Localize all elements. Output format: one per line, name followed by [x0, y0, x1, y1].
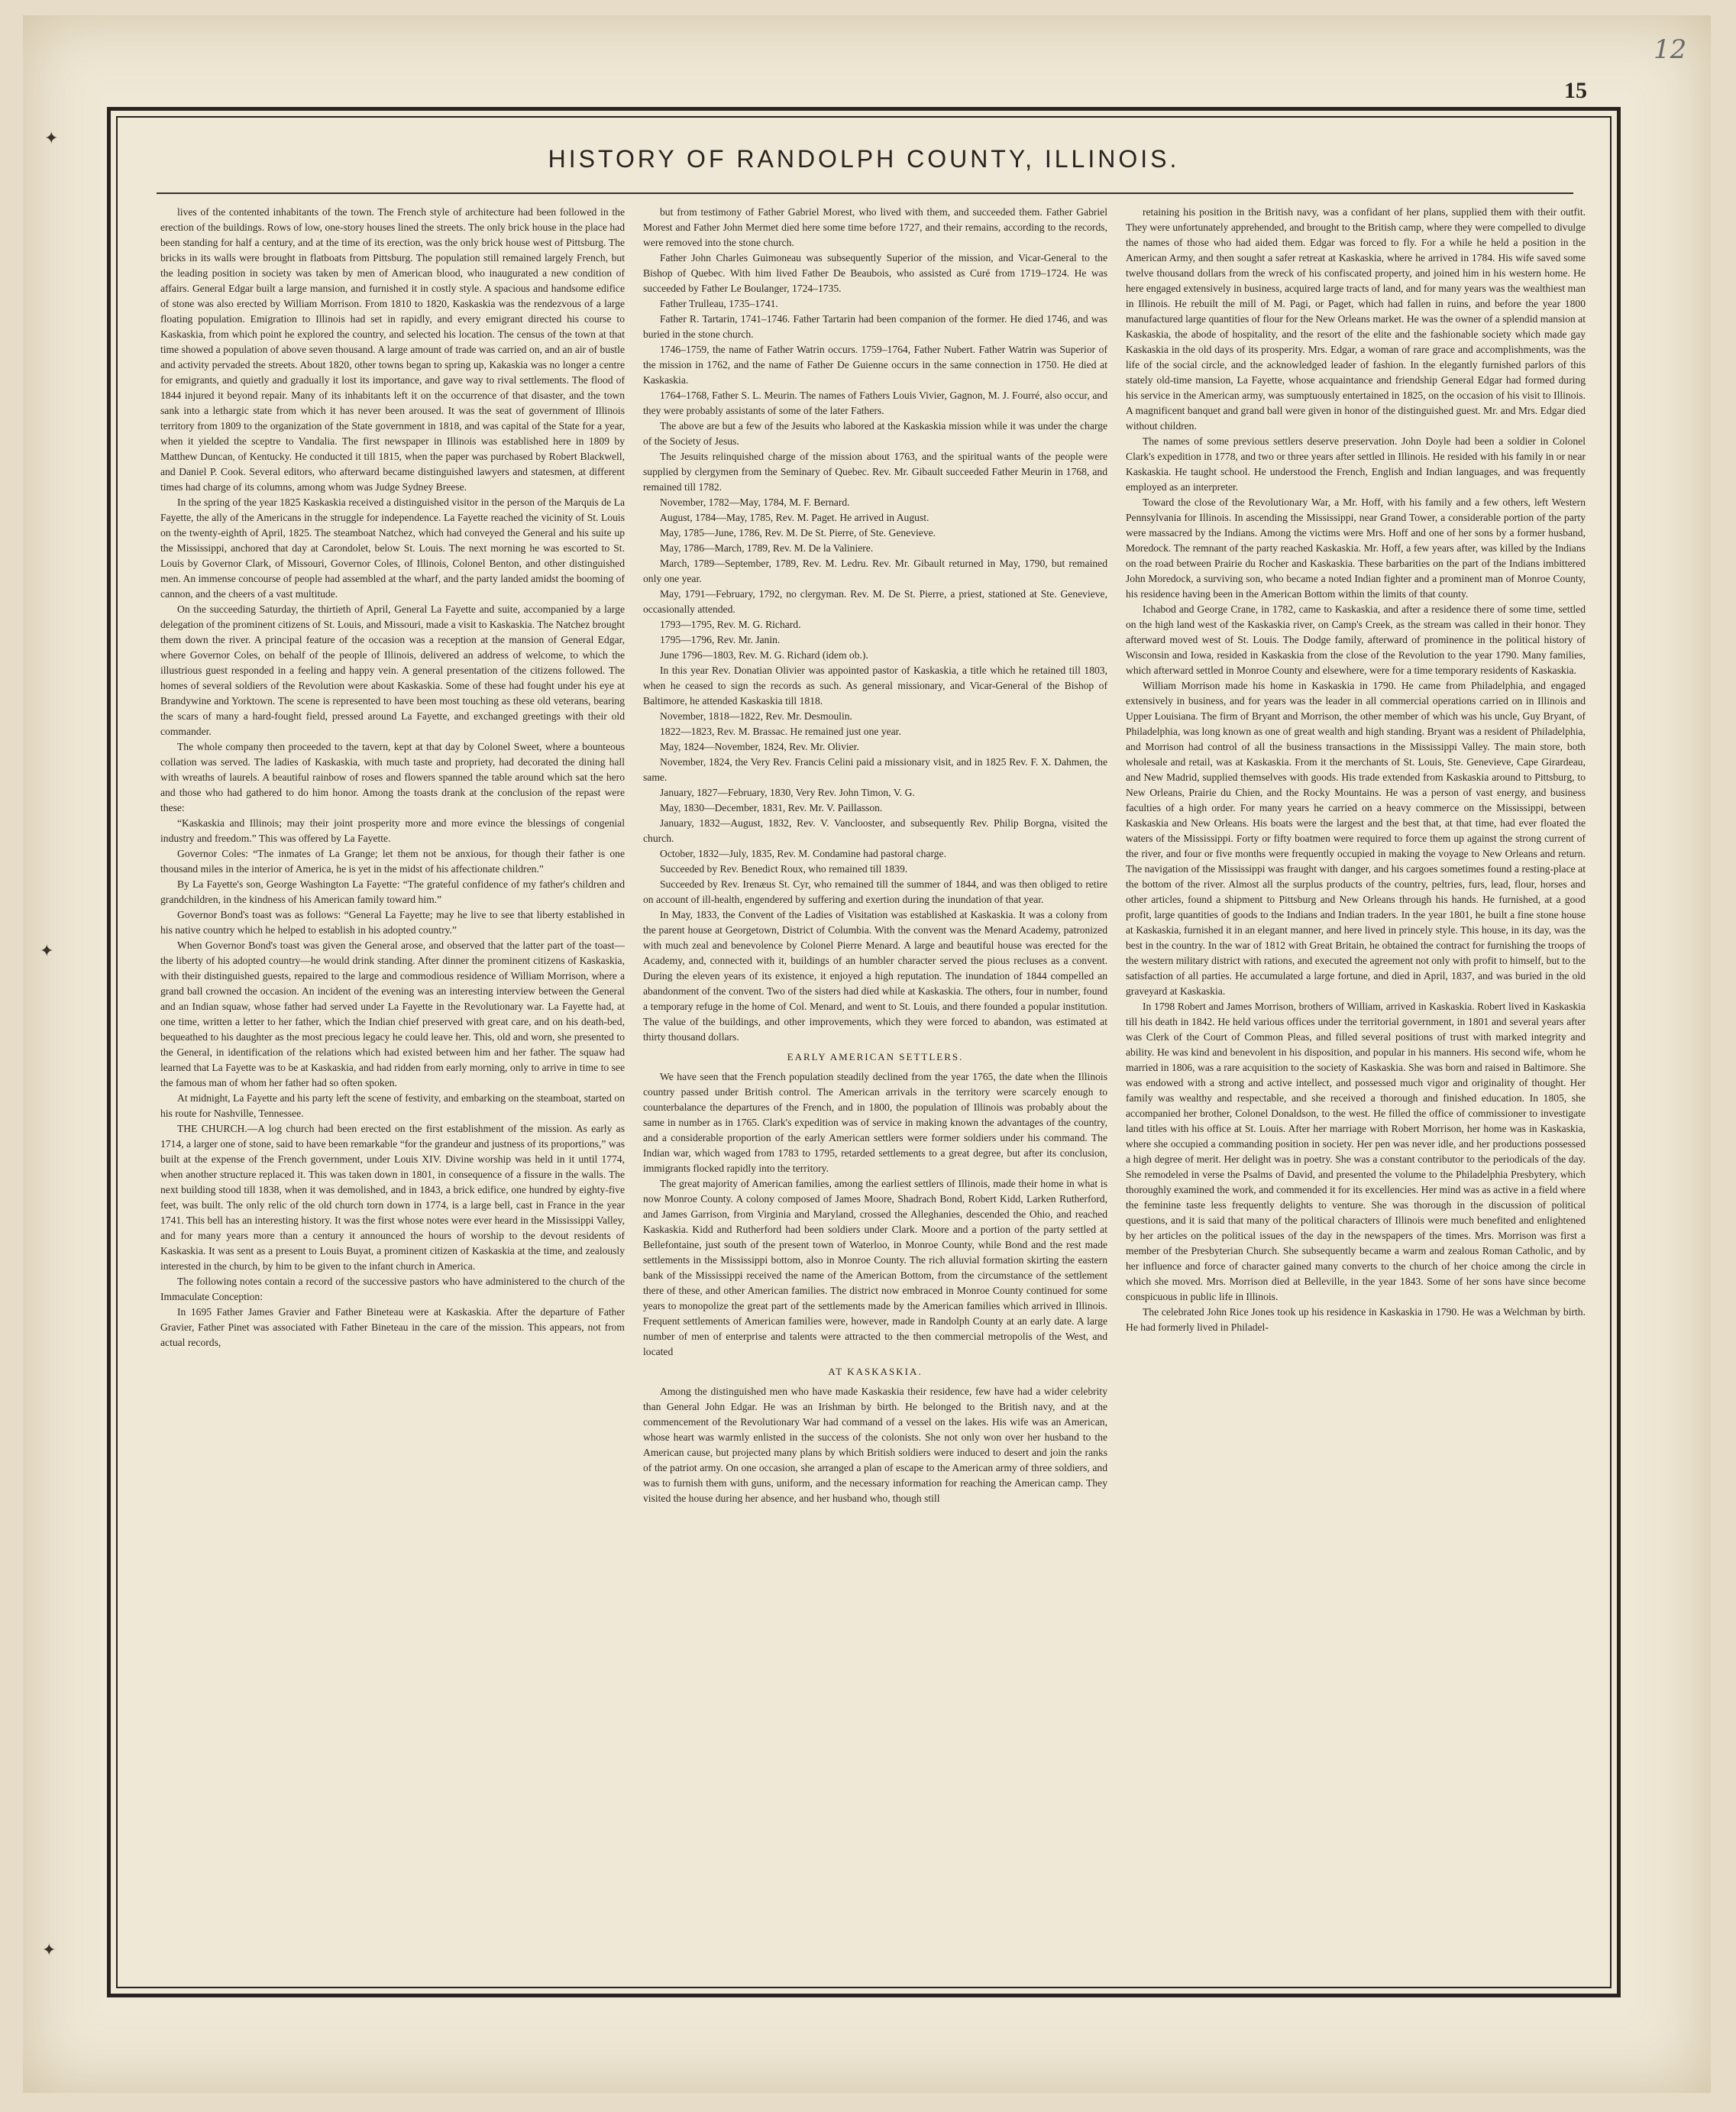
paragraph: Governor Coles: “The inmates of La Grange; let them not be anxious, for though their father is one thousand miles in the interior of America, he is yet in the midst of his affectionate children.” — [160, 848, 625, 875]
paragraph: June 1796—1803, Rev. M. G. Richard (idem ob.). — [660, 649, 868, 661]
paragraph: October, 1832—July, 1835, Rev. M. Condamine had pastoral charge. — [660, 848, 946, 859]
section-heading: EARLY AMERICAN SETTLERS. — [787, 1051, 964, 1062]
paragraph: but from testimony of Father Gabriel Morest, who lived with them, and succeeded them. Father Gabriel Morest and Father John Mermet died here some time before 1727, and their remains, according to the records, were removed into the stone church. — [643, 206, 1107, 248]
title-divider — [157, 192, 1573, 194]
paragraph: January, 1827—February, 1830, Very Rev. John Timon, V. G. — [660, 787, 915, 798]
paragraph: January, 1832—August, 1832, Rev. V. Vanclooster, and subsequently Rev. Philip Borgna, visited the church. — [643, 817, 1107, 844]
paragraph: In 1798 Robert and James Morrison, brothers of William, arrived in Kaskaskia. Robert lived in Kaskaskia till his death in 1842. He held various offices under the territorial government, in 1801 and several years after was Clerk of the Court of Common Pleas, and filled several positions of trust with marked integrity and ability. He was kind and benevolent in his disposition, and popular in his manners. His second wife, whom he married in 1806, was a rare acquisition to the society of Kaskaskia. She was born and raised in Baltimore. She was endowed with a strong and active intellect, and possessed much vigor and originality of thought. Her family was wealthy and respectable, and she received a thorough and finished education. In 1805, she accompanied her brother, Colonel Donaldson, to the west. He filled the office of commissioner to investigate land titles with his office at St. Louis. After her marriage with Robert Morrison, her home was in Kaskaskia, where she occupied a commanding position in society. Her pen was never idle, and her productions possessed a high degree of merit. Her delight was in poetry. She was a constant contributor to the periodicals of the day. She remodeled in verse the Psalms of David, and presented the volume to the Philadelphia Presbytery, which thoroughly examined the work, and commended it for its excellencies. Her mind was as active in a field where the feminine taste less frequently delights to venture. She was thorough in the discussion of political questions, and it is said that many of the political characters of Illinois were much benefited and enlightened by her articles on the political issues of the day in the newspapers of the times. Mrs. Morrison was first a member of the Presbyterian Church. She subsequently became a warm and zealous Roman Catholic, and by her influence and force of character gained many converts to the church of her choice among the circle in which she moved. Mrs. Morrison died at Belleville, in the year 1843. Some of her sons have since become conspicuous in public life in Illinois. — [1126, 1001, 1586, 1302]
paragraph: Governor Bond's toast was as follows: “General La Fayette; may he live to see that liberty established in his native country which he helped to establish in his adopted country.” — [160, 909, 625, 936]
paragraph: In this year Rev. Donatian Olivier was appointed pastor of Kaskaskia, a title which he retained till 1803, when he ceased to sign the records as such. As general missionary, and Vicar-General of the Bishop of Baltimore, he attended Kaskaskia till 1818. — [643, 665, 1107, 707]
paragraph: “Kaskaskia and Illinois; may their joint prosperity more and more evince the blessings of congenial industry and freedom.” This was offered by La Fayette. — [160, 817, 625, 844]
paragraph: The names of some previous settlers deserve preservation. John Doyle had been a soldier in Colonel Clark's expedition in 1778, and two or three years after settled in Illinois. He resided with his family in or near Kaskaskia. He taught school. He understood the French, English and Indian languages, and was frequently employed as an interpreter. — [1126, 435, 1586, 493]
paragraph: The Jesuits relinquished charge of the mission about 1763, and the spiritual wants of the people were supplied by clergymen from the Seminary of Quebec. Rev. Mr. Gibault succeeded Father Meurin in 1768, and remained till 1782. — [643, 451, 1107, 493]
paragraph: Father Trulleau, 1735–1741. — [660, 298, 778, 309]
paragraph: November, 1782—May, 1784, M. F. Bernard. — [660, 496, 850, 508]
paragraph: May, 1786—March, 1789, Rev. M. De la Valiniere. — [660, 542, 874, 554]
paragraph: retaining his position in the British navy, was a confidant of her plans, supplied them with their outfit. They were unfortunately apprehended, and brought to the British camp, where they were compelled to divulge the names of those who had aided them. Edgar was forced to fly. For a while he held a position in the American Army, and then sought a safer retreat at Kaskaskia, where he arrived in 1784. His wife saved some twelve thousand dollars from the wreck of his confiscated property, and joined him in his western home. He here engaged extensively in business, acquired large tracts of land, and for many years was the wealthiest man in Illinois. He rebuilt the mill of M. Pagi, or Paget, which had fallen in ruins, and before the year 1800 manufactured large quantities of flour for the New Orleans market. He was the owner of a splendid mansion at Kaskaskia, the abode of hospitality, and the resort of the elite and the fashionable society which made gay Kaskaskia in the old days of its prosperity. Mrs. Edgar, a woman of rare grace and accomplishments, was the life of the social circle, and the acknowledged leader of fashion. In the elegantly furnished parlors of this stately old-time mansion, La Fayette, whose acquaintance and friendship General Edgar had formed during his service in the American army, was sumptuously entertained in 1825, on the occasion of his visit to Illinois. A magnificent banquet and grand ball were given in honor of the distinguished guest. Mr. and Mrs. Edgar died without children. — [1126, 206, 1586, 432]
paragraph: By La Fayette's son, George Washington La Fayette: “The grateful confidence of my father's children and grandchildren, in the kindness of his American family toward him.” — [160, 878, 625, 905]
paragraph: In 1695 Father James Gravier and Father Bineteau were at Kaskaskia. After the departure of Father Gravier, Father Pinet was associated with Father Bineteau in the care of the mission. This appears, not from actual records, — [160, 1306, 625, 1348]
paragraph: March, 1789—September, 1789, Rev. M. Ledru. Rev. Mr. Gibault returned in May, 1790, but remained only one year. — [643, 558, 1107, 584]
paragraph: The following notes contain a record of the successive pastors who have administered to the church of the Immaculate Conception: — [160, 1276, 625, 1302]
binding-hole-mark: ✦ — [44, 128, 59, 147]
paragraph: Ichabod and George Crane, in 1782, came to Kaskaskia, and after a residence there of some time, settled on the high land west of the Kaskaskia river, on Camp's Creek, as the stream was called in their honor. They afterward moved west of St. Louis. The Dodge family, afterward of prominence in the political history of Wisconsin and Iowa, resided in Kaskaskia from the close of the Revolution to the year 1790. Many families, which afterward settled in Monroe County and elsewhere, were for a time temporary residents of Kaskaskia. — [1126, 603, 1586, 676]
paragraph: 1795—1796, Rev. Mr. Janin. — [660, 634, 781, 645]
paragraph: In the spring of the year 1825 Kaskaskia received a distinguished visitor in the person of the Marquis de La Fayette, the ally of the Americans in the struggle for independence. La Fayette reached the vicinity of St. Louis on the twenty-eighth of April, 1825. The steamboat Natchez, which had conveyed the General and his suite up the Mississippi, anchored that day at Carondolet, below St. Louis. The next morning he was escorted to St. Louis by Governor Clark, of Missouri, Governor Coles, of Illinois, Colonel Benton, and other distinguished men. An immense concourse of people had assembled at the wharf, and the party landed amidst the booming of cannon, and the cheers of a vast multitude. — [160, 496, 625, 600]
paragraph: THE CHURCH.—A log church had been erected on the first establishment of the mission. As early as 1714, a larger one of stone, said to have been remarkable “for the grandeur and justness of its proportions,” was built at the expense of the French government, under Louis XIV. Divine worship was held in it until 1774, when another structure replaced it. This was taken down in 1801, in consequence of a fissure in the walls. The next building stood till 1838, when it was demolished, and in 1843, a brick edifice, one hundred by eighty-five feet, was built. The only relic of the old church torn down in 1774, is a large bell, cast in France in the year 1741. This bell has an interesting history. It was the first whose notes were ever heard in the Mississippi Valley, and for many years more than a century it announced the hours of worship to the devout residents of Kaskaskia. It was sent as a present to Louis Buyat, a prominent citizen of Kaskaskia at the time, and zealously interested in the church, by him to be given to the infant church in America. — [160, 1123, 625, 1272]
paragraph: Among the distinguished men who have made Kaskaskia their residence, few have had a wider celebrity than General John Edgar. He was an Irishman by birth. He belonged to the British navy, and at the commencement of the Revolutionary War had command of a vessel on the lakes. His wife was an American, whose heart was warmly enlisted in the success of the colonists. She not only won over her husband to the American cause, but projected many plans by which British soldiers were induced to desert and join the ranks of the patriot army. On one occasion, she arranged a plan of escape to the American army of three soldiers, and was to furnish them with guns, uniform, and the necessary information for reaching the American camp. They visited the house during her absence, and her husband who, though still — [643, 1386, 1107, 1504]
paragraph: We have seen that the French population steadily declined from the year 1765, the date when the Illinois country passed under British control. The American arrivals in the territory were scarcely enough to counterbalance the departures of the French, and in 1800, the population of Illinois was probably about the same in number as in 1765. Clark's expedition was of service in making known the advantages of the country, and a considerable proportion of the early American settlers were former soldiers under his command. The Indian war, which waged from 1783 to 1795, retarded settlements to a great degree, but after its conclusion, immigrants flocked rapidly into the territory. — [643, 1071, 1107, 1174]
section-heading: AT KASKASKIA. — [828, 1366, 923, 1377]
paragraph: Father John Charles Guimoneau was subsequently Superior of the mission, and Vicar-General to the Bishop of Quebec. With him lived Father De Beaubois, who assisted as Curé from 1719–1724. He was succeeded by Father Le Boulanger, 1724–1735. — [643, 252, 1107, 294]
paragraph: Toward the close of the Revolutionary War, a Mr. Hoff, with his family and a few others, left Western Pennsylvania for Illinois. In ascending the Mississippi, near Grand Tower, a considerable portion of the party were massacred by the Indians. Among the victims were Mrs. Hoff and one of her sons by a former husband, Moredock. The remnant of the party reached Kaskaskia. Mr. Hoff, a few years after, was killed by the Indians on the road between Prairie du Rocher and Kaskaskia. These barbarities on the part of the Indians imbittered John Moredock, a surviving son, who became a noted Indian fighter and a prominent man of Monroe County, his residence having been in the American Bottom within the limits of that county. — [1126, 496, 1586, 600]
text-column-left — [160, 205, 625, 1975]
binding-hole-mark: ✦ — [42, 1940, 57, 1959]
paragraph: The whole company then proceeded to the tavern, kept at that day by Colonel Sweet, where a bounteous collation was served. The ladies of Kaskaskia, with much taste and propriety, had decorated the dining hall with wreaths of laurels. A beautiful rainbow of roses and flowers spanned the table around which sat the hero and those who had gathered to do him honor. Among the toasts drank at the conclusion of the repast were these: — [160, 741, 625, 813]
page-number: 15 — [1564, 78, 1587, 103]
paragraph: 1793—1795, Rev. M. G. Richard. — [660, 619, 801, 630]
paragraph: May, 1791—February, 1792, no clergyman. Rev. M. De St. Pierre, a priest, stationed at Ste. Genevieve, occasionally attended. — [643, 588, 1107, 615]
paragraph: November, 1818—1822, Rev. Mr. Desmoulin. — [660, 710, 852, 722]
paragraph: William Morrison made his home in Kaskaskia in 1790. He came from Philadelphia, and engaged extensively in business, and for years was the leader in all commercial operations carried on in Illinois and Upper Louisiana. The firm of Bryant and Morrison, the other member of which was his uncle, Guy Bryant, of Philadelphia, was long known as one of great wealth and high standing. Bryant was a resident of Philadelphia, and Morrison had control of all the business transactions in the Mississippi Valley. The main store, both wholesale and retail, was at Kaskaskia. From it the merchants of St. Louis, Ste. Genevieve, Cape Girardeau, and New Madrid, supplied themselves with goods. His trade extended from Kaskaskia around to Pittsburg, to New Orleans, Prairie du Chien, and the Rocky Mountains. He was a person of vast energy, and business faculties of a high order. For many years he carried on a heavy commerce on the Mississippi, between Kaskaskia and New Orleans. His boats were the largest and the best that, at that time, had ever floated the waters of the Mississippi. Forty or fifty boatmen were required to force them up against the strong current of the river, and four or five months were frequently occupied in making the voyage to New Orleans and return. The navigation of the Mississippi was fraught with danger, and his cargoes sometimes found a resting-place at the bottom of the river. Almost all the surplus products of the country, peltries, furs, lead, flour, horses and other articles, found a shipment to Pittsburg and New Orleans through his hands. He furnished, at a good profit, large quantities of goods to the Indians and Indian traders. In the year 1801, he built a fine stone house at Kaskaskia, furnished it in an elegant manner, and here lived in princely style. This house, in its day, was the best in the country. In the war of 1812 with Great Britain, he obtained the contract for furnishing the troops of the western military district with rations, and executed the agreement not only with profit to himself, but to the satisfaction of all parties. He accumulated a large fortune, and died in April, 1837, and was buried in the old graveyard at Kaskaskia. — [1126, 680, 1586, 997]
paragraph: 1764–1768, Father S. L. Meurin. The names of Fathers Louis Vivier, Gagnon, M. J. Fourré, also occur, and they were probably assistants of some of the later Fathers. — [643, 390, 1107, 416]
paragraph: August, 1784—May, 1785, Rev. M. Paget. He arrived in August. — [660, 512, 929, 523]
paragraph: Succeeded by Rev. Irenæus St. Cyr, who remained till the summer of 1844, and was then obliged to retire on account of ill-health, engendered by suffering and exertion during the inundation of that year. — [643, 878, 1107, 905]
paragraph: 1746–1759, the name of Father Watrin occurs. 1759–1764, Father Nubert. Father Watrin was Superior of the mission in 1762, and the name of Father De Guienne occurs in the same connection in 1750. He died at Kaskaskia. — [643, 344, 1107, 386]
paragraph: Father R. Tartarin, 1741–1746. Father Tartarin had been companion of the former. He died 1746, and was buried in the stone church. — [643, 313, 1107, 340]
paragraph: May, 1785—June, 1786, Rev. M. De St. Pierre, of Ste. Genevieve. — [660, 527, 936, 539]
paragraph: The great majority of American families, among the earliest settlers of Illinois, made their home in what is now Monroe County. A colony composed of James Moore, Shadrach Bond, Robert Kidd, Larken Rutherford, and James Garrison, from Virginia and Maryland, crossed the Alleghanies, descended the Ohio, and reached Kaskaskia. Kidd and Rutherford had been soldiers under Clark. Moore and a portion of the party settled at Bellefontaine, just south of the present town of Waterloo, in Monroe County, while Bond and the rest made settlements in the Mississippi bottom, also in Monroe County. The rich alluvial formation skirting the eastern bank of the Mississippi received the name of the American Bottom, from the circumstance of the settlement there of these, and other American families. The district now embraced in Monroe County continued for some years to monopolize the great part of the settlements made by the American families which arrived in Illinois. Frequent settlements of American families were, however, made in Randolph County at an early date. A large number of men of enterprise and talents were attracted to the then commercial metropolis of the West, and located — [643, 1178, 1107, 1357]
paragraph: Succeeded by Rev. Benedict Roux, who remained till 1839. — [660, 863, 908, 875]
paragraph: On the succeeding Saturday, the thirtieth of April, General La Fayette and suite, accompanied by a large delegation of the prominent citizens of St. Louis, and Missouri, made a visit to Kaskaskia. The Natchez brought them down the river. A principal feature of the occasion was a reception at the mansion of General Edgar, where Governor Coles, on behalf of the people of Illinois, delivered an address of welcome, to which the illustrious guest responded in a feeling and happy vein. A general presentation of the citizens followed. The homes of several soldiers of the Revolution were about Kaskaskia. Some of these had fought under his eye at Brandywine and Yorktown. The scene is represented to have been most touching as these old veterans, bearing the scars of many a hard-fought field, pressed around La Fayette, and exchanged greetings with their old commander. — [160, 603, 625, 737]
binding-hole-mark: ✦ — [40, 941, 54, 960]
paragraph: When Governor Bond's toast was given the General arose, and observed that the latter part of the toast—the liberty of his adopted country—he would drink standing. After dinner the prominent citizens of Kaskaskia, with their distinguished guests, repaired to the large and commodious residence of William Morrison, where a grand ball crowned the occasion. An incident of the evening was an interesting interview between the General and an Indian squaw, whose father had served under La Fayette in the Revolutionary war. La Fayette had, at one time, written a letter to her father, which the Indian chief preserved with great care, and on his death-bed, bequeathed to his daughter as the most precious legacy he could leave her. This, old and worn, she presented to the General, in identification of the relations which had existed between him and her father. The squaw had learned that La Fayette was to be at Kaskaskia, and had ridden from early morning, only to arrive in time to see the famous man of whom her father had so often spoken. — [160, 940, 625, 1088]
paragraph: May, 1824—November, 1824, Rev. Mr. Olivier. — [660, 741, 859, 752]
paragraph: At midnight, La Fayette and his party left the scene of festivity, and embarking on the steamboat, started on his route for Nashville, Tennessee. — [160, 1092, 625, 1119]
paragraph: May, 1830—December, 1831, Rev. Mr. V. Paillasson. — [660, 802, 883, 813]
paragraph: lives of the contented inhabitants of the town. The French style of architecture had been followed in the erection of the buildings. Rows of low, one-story houses lined the streets. The only brick house in the place had been standing for half a century, and at the time of its erection, was the only brick house west of Pittsburg. The bricks in its walls were brought in flatboats from Pittsburg. The population still remained largely French, but the leading position in society was taken by men of American blood, who inaugurated a new condition of affairs. General Edgar built a large mansion, and furnished it in costly style. A spacious and handsome edifice of stone was also erected by William Morrison. From 1810 to 1820, Kaskaskia was the rendezvous of a large floating population. Emigration to Illinois had set in rapidly, and every emigrant directed his course to Kaskaskia, from which point he explored the country, and selected his location. The census of the town at that time showed a population of above seven thousand. A large amount of trade was carried on, and an air of bustle and activity pervaded the streets. About 1820, other towns began to spring up, Kakaskia was no longer a centre for emigrants, and quietly and gradually it lost its importance, and gave way to rival settlements. The flood of 1844 injured it beyond repair. Many of its inhabitants left it on the occurrence of that disaster, and the town sank into a lethargic state from which it has never been aroused. It was the seat of government of Illinois territory from 1809 to the organization of the State government in 1818, and was capital of the State for a year, when it yielded the sceptre to Vandalia. The first newspaper in Illinois was established here in 1809 by Matthew Duncan, of Kentucky. He conducted it till 1815, when the paper was purchased by Robert Blackwell, and Daniel P. Cook. Several editors, who afterward became distinguished lawyers and statesmen, at different times had charge of its columns, among whom was Judge Sydney Breese. — [160, 206, 625, 493]
paragraph: The above are but a few of the Jesuits who labored at the Kaskaskia mission while it was under the charge of the Society of Jesus. — [643, 420, 1107, 447]
page-title: HISTORY OF RANDOLPH COUNTY, ILLINOIS. — [548, 145, 1180, 173]
paragraph: 1822—1823, Rev. M. Brassac. He remained just one year. — [660, 726, 901, 737]
text-column-right — [1126, 205, 1586, 1975]
paragraph: In May, 1833, the Convent of the Ladies of Visitation was established at Kaskaskia. It was a colony from the parent house at Georgetown, District of Columbia. With the convent was the Menard Academy, patronized with much zeal and benevolence by Colonel Pierre Menard. A large and beautiful house was erected for the Academy, and, connected with it, buildings of an humbler character served the pious recluses as a convent. During the eleven years of its existence, it enjoyed a high reputation. The inundation of 1844 compelled an abandonment of the convent. Two of the sisters had died while at Kaskaskia. The others, four in number, found a temporary refuge in the home of Col. Menard, and went to St. Louis, and there founded a popular institution. The value of the buildings, and other improvements, which they were forced to abandon, was estimated at thirty thousand dollars. — [643, 909, 1107, 1043]
paragraph: November, 1824, the Very Rev. Francis Celini paid a missionary visit, and in 1825 Rev. F. X. Dahmen, the same. — [643, 756, 1107, 783]
handwritten-page-note: 12 — [1654, 34, 1687, 65]
paragraph: The celebrated John Rice Jones took up his residence in Kaskaskia in 1790. He was a Welchman by birth. He had formerly lived in Philadel- — [1126, 1306, 1586, 1333]
text-column-middle — [643, 205, 1107, 1975]
